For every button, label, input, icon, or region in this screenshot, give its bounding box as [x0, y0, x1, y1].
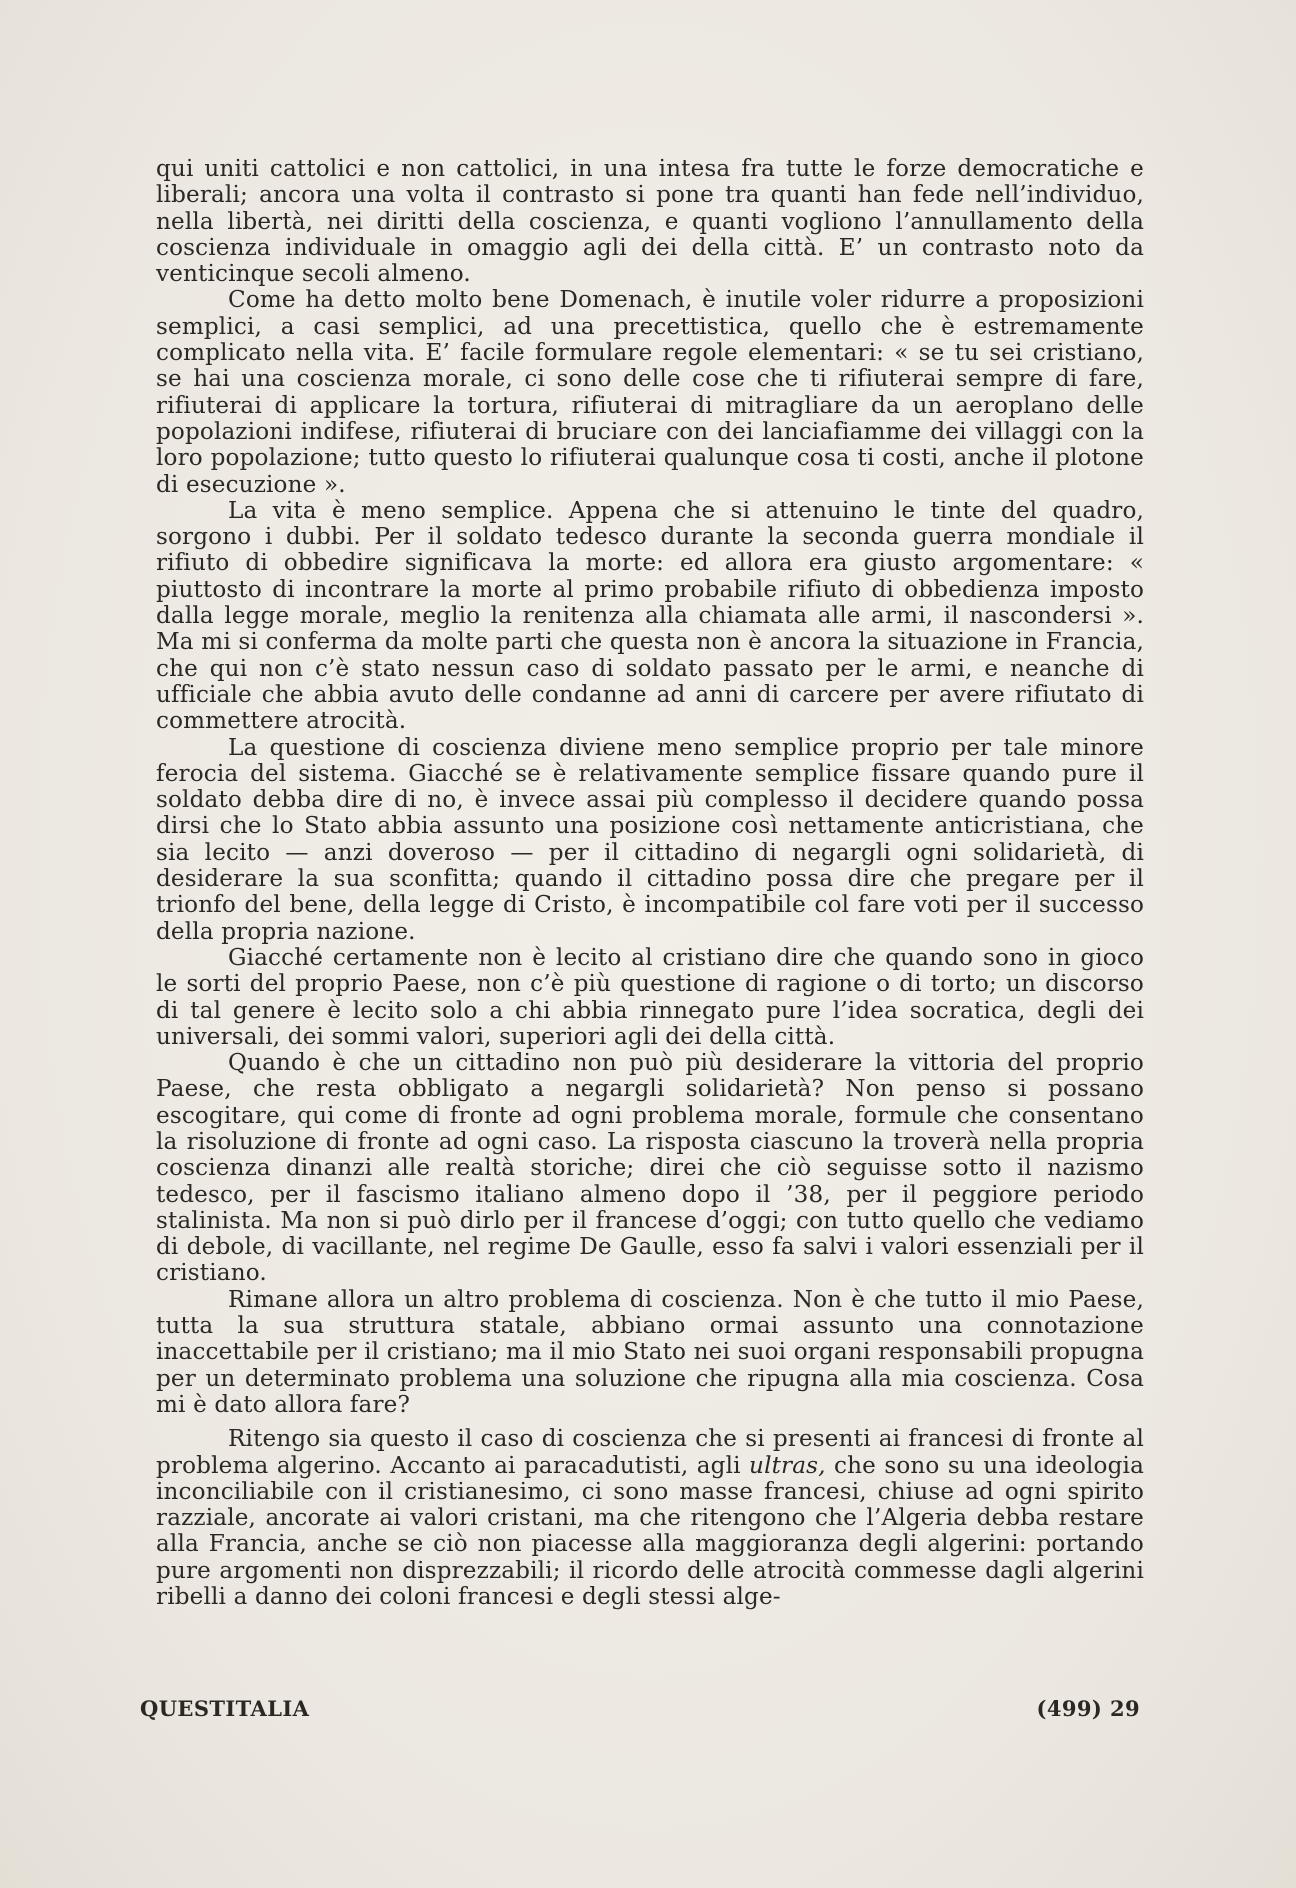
- paragraph: qui uniti cattolici e non cattolici, in una intesa fra tutte le forze democratiche e liberali; ancora una volta il contrasto si pone tra quanti han fede nell’individuo, nella libertà, nei diritti della coscienza, e quanti vogliono l’annullamento della coscienza individuale in omaggio agli dei della città. E’ un contrasto noto da venticinque secoli almeno.: [156, 156, 1144, 288]
- italic-term: ultras,: [749, 1452, 826, 1479]
- paragraph: Come ha detto molto bene Domenach, è inutile voler ridurre a proposizioni semplici, a casi semplici, ad una precettistica, quello che è estremamente complicato nella vita. E’ facile formulare regole elementari: « se tu sei cristiano, se hai una coscienza morale, ci sono delle cose che ti rifiuterai sempre di fare, rifiuterai di applicare la tortura, rifiuterai di mitragliare da un aeroplano delle popolazioni indifese, rifiuterai di bruciare con dei lanciafiamme dei villaggi con la loro popolazione; tutto questo lo rifiuterai qualunque cosa ti costi, anche il plotone di esecuzione ».: [156, 287, 1144, 498]
- paragraph: Quando è che un cittadino non può più desiderare la vittoria del proprio Paese, che resta obbligato a negargli solidarietà? Non penso si possano escogitare, qui come di fronte ad ogni problema morale, formule che consentano la risoluzione di fronte ad ogni caso. La risposta ciascuno la troverà nella propria coscienza dinanzi alle realtà storiche; direi che ciò seguisse sotto il nazismo tedesco, per il fascismo italiano almeno dopo il ’38, per il peggiore periodo stalinista. Ma non si può dirlo per il francese d’oggi; con tutto quello che vediamo di debole, di vacillante, nel regime De Gaulle, esso fa salvi i valori essenziali per il cristiano.: [156, 1050, 1144, 1287]
- journal-name: QUESTITALIA: [140, 1696, 310, 1721]
- article-body: [156, 156, 1144, 1610]
- paragraph: Rimane allora un altro problema di coscienza. Non è che tutto il mio Paese, tutta la sua struttura statale, abbiano ormai assunto una connotazione inaccettabile per il cristiano; ma il mio Stato nei suoi organi responsabili propugna per un determinato problema una soluzione che ripugna alla mia coscienza. Cosa mi è dato allora fare?: [156, 1286, 1144, 1418]
- paragraph: La vita è meno semplice. Appena che si attenuino le tinte del quadro, sorgono i dubbi. Per il soldato tedesco durante la seconda guerra mondiale il rifiuto di obbedire significava la morte: ed allora era giusto argomentare: « piuttosto di incontrare la morte al primo probabile rifiuto di obbedienza imposto dalla legge morale, meglio la renitenza alla chiamata alle armi, il nascondersi ». Ma mi si conferma da molte parti che questa non è ancora la situazione in Francia, che qui non c’è stato nessun caso di soldato passato per le armi, e neanche di ufficiale che abbia avuto delle condanne ad anni di carcere per avere rifiutato di commettere atrocità.: [156, 497, 1144, 735]
- paragraph: Giacché certamente non è lecito al cristiano dire che quando sono in gioco le sorti del proprio Paese, non c’è più questione di ragione o di torto; un discorso di tal genere è lecito solo a chi abbia rinnegato pure l’idea socratica, degli dei universali, dei sommi valori, superiori agli dei della città.: [156, 944, 1144, 1050]
- paragraph-text: Ritengo sia questo il caso di coscienza che si presenti ai francesi di fronte al problema algerino. Accanto ai paracadutisti, agli: [156, 1426, 1144, 1479]
- paragraph: [156, 1426, 1144, 1610]
- page-number: (499) 29: [1036, 1696, 1140, 1721]
- paragraph: La questione di coscienza diviene meno semplice proprio per tale minore ferocia del sistema. Giacché se è relativamente semplice fissare quando pure il soldato debba dire di no, è invece assai più complesso il decidere quando possa dirsi che lo Stato abbia assunto una posizione così nettamente anticristiana, che sia lecito — anzi doveroso — per il cittadino di negargli ogni solidarietà, di desiderare la sua sconfitta; quando il cittadino possa dire che pregare per il trionfo del bene, della legge di Cristo, è incompatibile col fare voti per il successo della propria nazione.: [156, 734, 1144, 945]
- paragraph-text: che sono su una ideologia inconciliabile con il cristianesimo, ci sono masse francesi, chiuse ad ogni spirito razziale, ancorate ai valori cristani, ma che ritengono che l’Algeria debba restare alla Francia, anche se ciò non piacesse alla maggioranza degli algerini: portando pure argomenti non disprezzabili; il ricordo delle atrocità commesse dagli algerini ribelli a danno dei coloni francesi e degli stessi alge-: [156, 1452, 1144, 1611]
